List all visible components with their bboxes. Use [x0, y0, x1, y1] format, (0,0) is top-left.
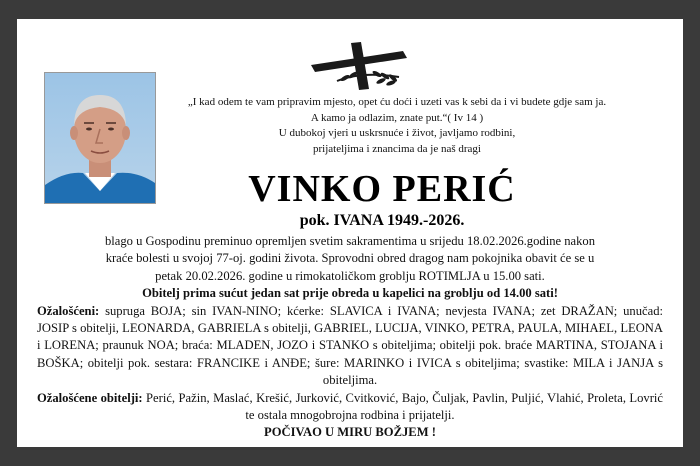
body-line: kraće bolesti u svojoj 77-oj. godini života. Sprovodni obred dragog nam pokojnika obavit će se u [105, 251, 595, 266]
families-paragraph [37, 390, 663, 425]
mourners-paragraph [37, 303, 663, 390]
father-and-years: pok. IVANA 1949.-2026. [299, 212, 465, 229]
body-line: petak 20.02.2026. godine u rimokatoličkom groblju ROTIMLJA u 15.00 sati. [155, 268, 545, 283]
families-label: Ožalošćene obitelji: [37, 390, 143, 405]
cross-with-palm-icon [307, 41, 417, 91]
closing-line: POČIVAO U MIRU BOŽJEM ! [264, 425, 436, 440]
condolence-notice: Obitelj prima sućut jedan sat prije obreda u kapelici na groblju od 14.00 sati! [142, 286, 558, 301]
obituary-card [17, 19, 683, 447]
announcement-line: U dubokoj vjeri u uskrsnuće i život, javljamo rodbini, [278, 127, 516, 139]
notice-body [37, 233, 663, 442]
families-text: Perić, Pažin, Maslać, Krešić, Jurković, Cvitković, Bajo, Čuljak, Pavlin, Puljić, Vlahić, Proleta, Lovrić te ostala mnogobrojna rodbina i prijatelji. [142, 390, 663, 423]
deceased-portrait [44, 72, 156, 204]
body-line: blago u Gospodinu preminuo opremljen svetim sakramentima u srijedu 18.02.2026.godine nakon [104, 234, 596, 248]
mourners-label: Ožalošćeni: [37, 303, 100, 318]
announcement-line: prijateljima i znancima da je naš dragi [313, 142, 481, 155]
scripture-quote [167, 95, 627, 157]
quote-line: A kamo ja odlazim, znate put.“( Iv 14 ) [310, 111, 484, 124]
deceased-name: VINKO PERIĆ [248, 168, 516, 210]
mourners-text: supruga BOJA; sin IVAN-NINO; kćerke: SLAVICA i IVANA; nevjesta IVANA; zet DRAŽAN; unučad: JOSIP s obitelji, LEONARDA, GABRIELA s obitelji, GABRIEL, LUCIJA, VINKO, PETRA, PAULA, MIHAEL, LEONA i LORENA; praunuk NOA; braća: MLADEN, JOZO i STANKO s obiteljima; obitelji pok. braće MARTINA, STOJANA i BOŠKA; obitelji pok. sestara: FRANCIKE i ANĐE; šure: MARINKO i IVICA s obiteljima; svastike: MILA i JANJA s obiteljima. [37, 303, 663, 388]
quote-line: „I kad odem te vam pripravim mjesto, opet ću doći i uzeti vas k sebi da i vi budete gdje sam ja. [187, 96, 607, 108]
